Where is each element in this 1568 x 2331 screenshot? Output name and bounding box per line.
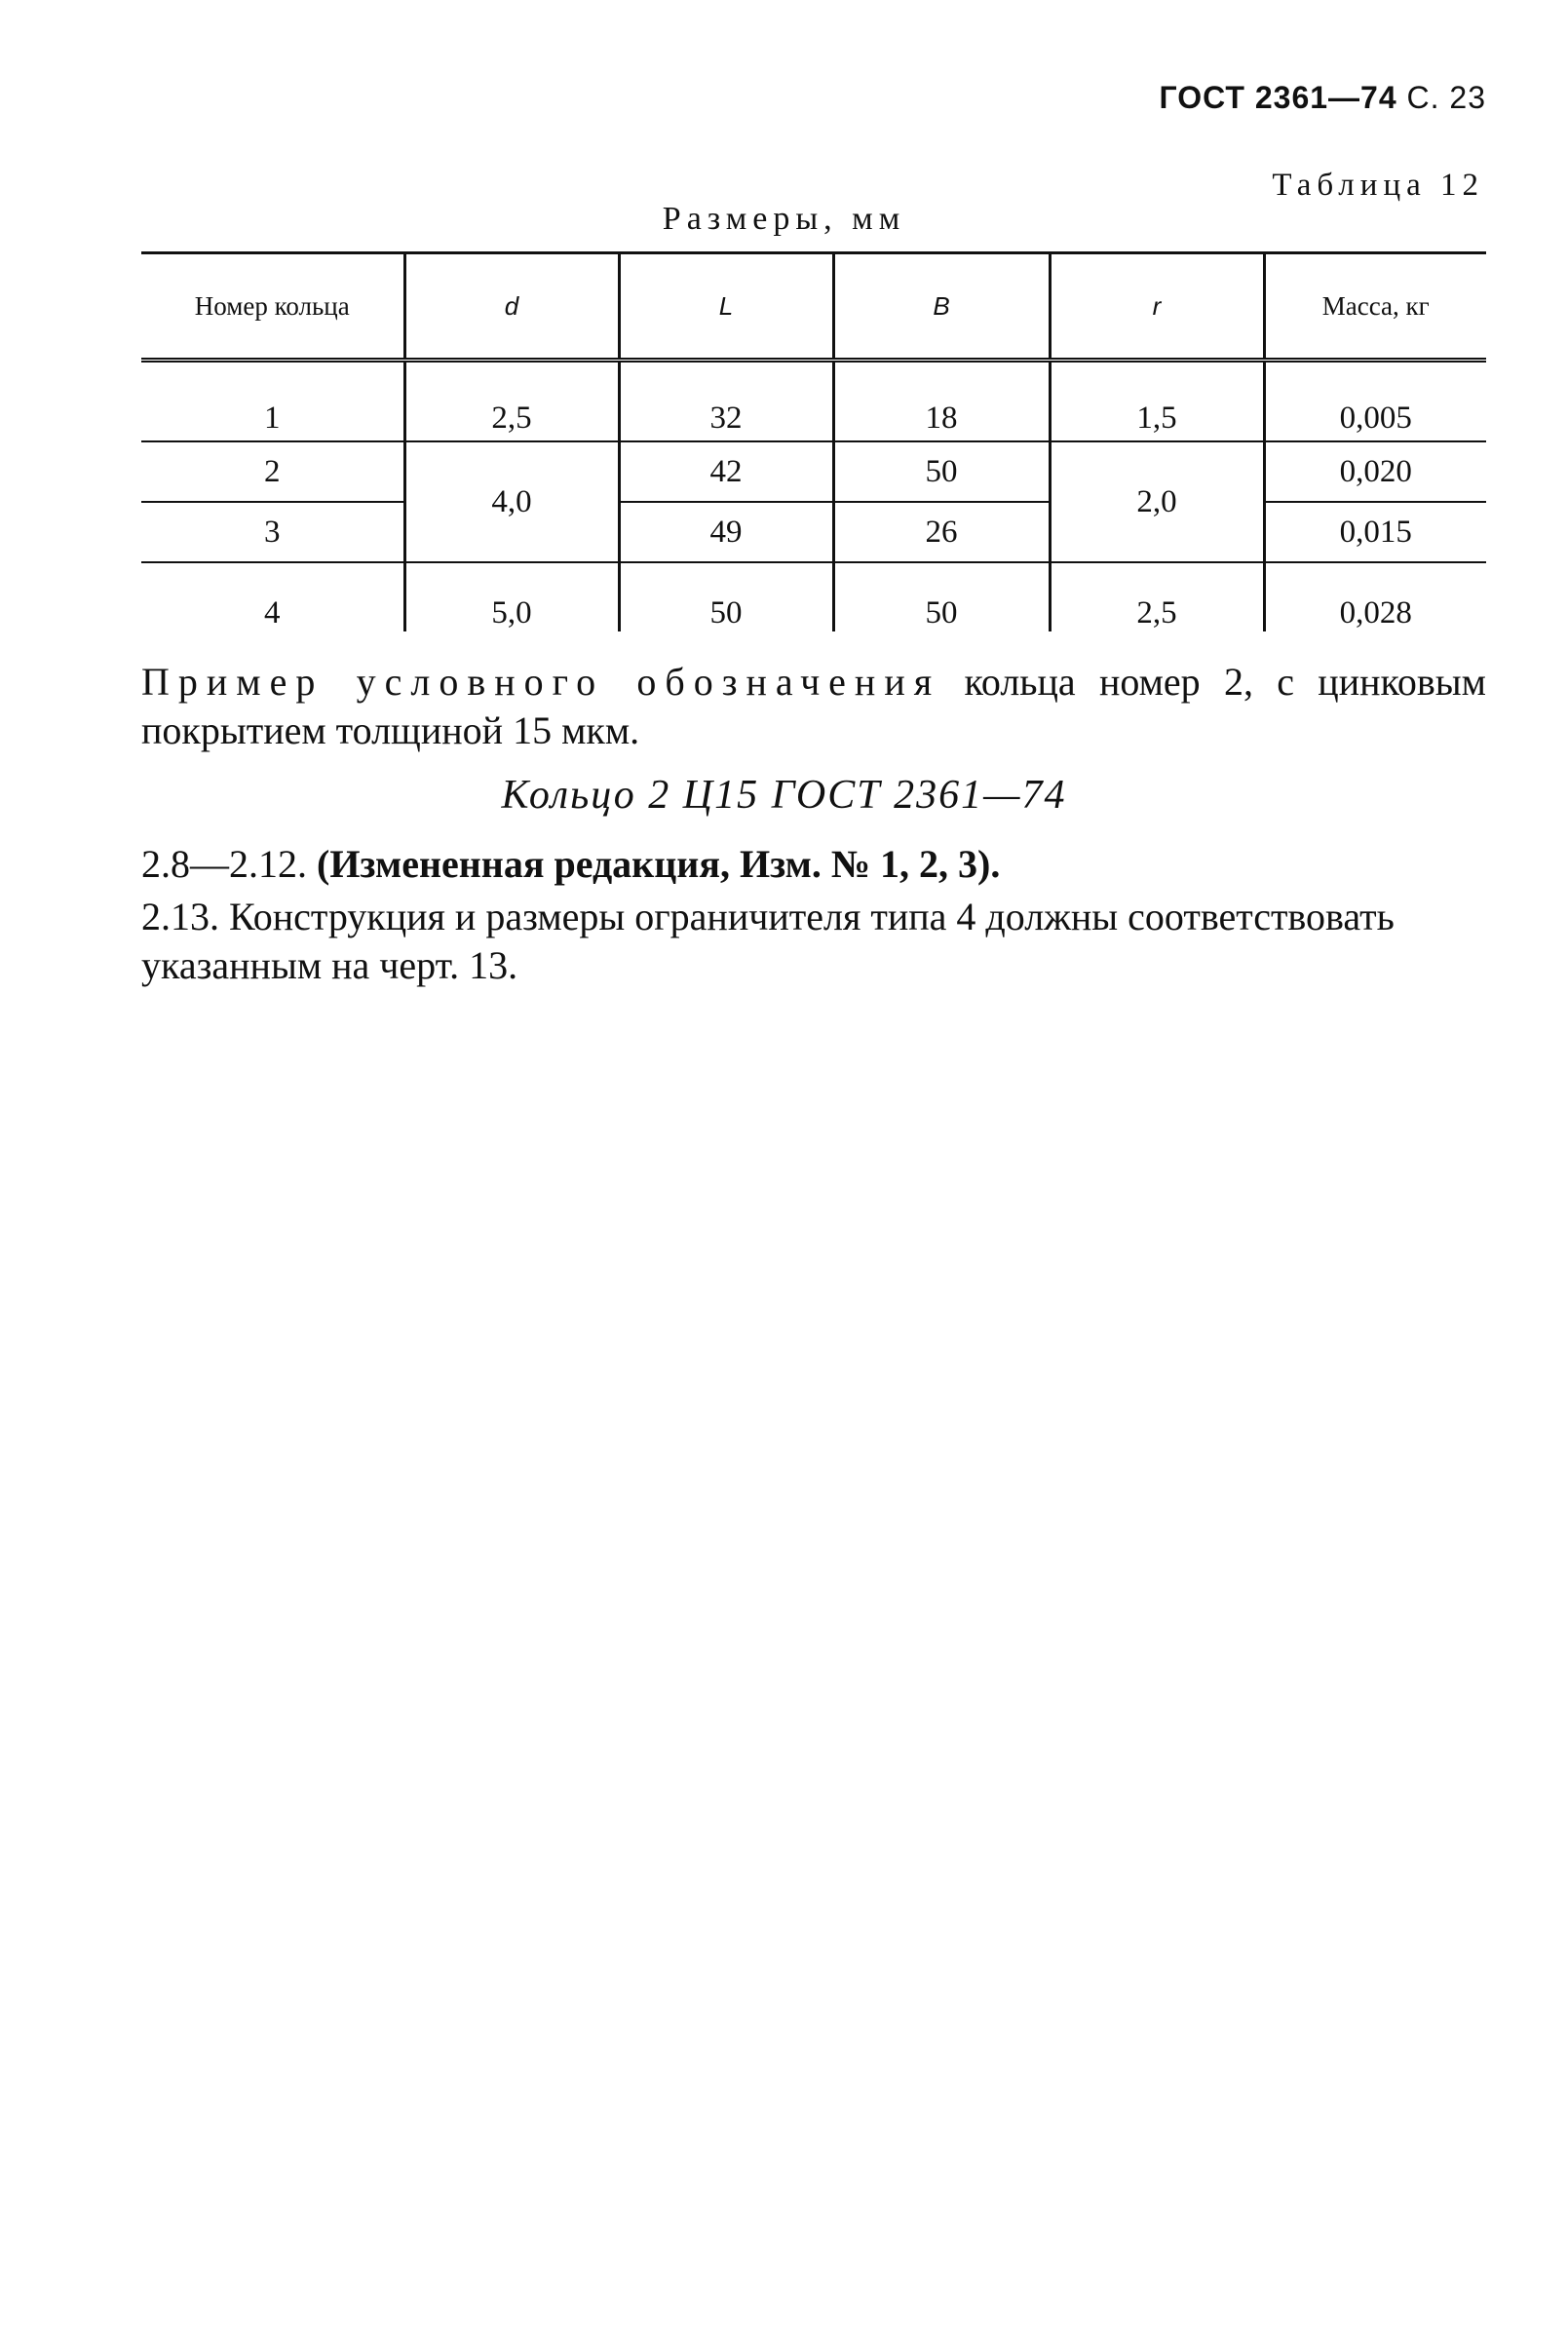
cell-mass: 0,005 bbox=[1264, 361, 1486, 442]
cell-num: 4 bbox=[264, 595, 281, 631]
cell-r: 2,5 bbox=[1050, 562, 1264, 631]
header-l: L bbox=[619, 253, 833, 361]
amendment-note: (Измененная редакция, Изм. № 1, 2, 3). bbox=[317, 842, 1001, 886]
cell-mass: 0,020 bbox=[1264, 441, 1486, 502]
cell-r: 2,0 bbox=[1050, 441, 1264, 562]
table-caption: Размеры, мм bbox=[662, 201, 906, 237]
table-label: Таблица 12 bbox=[1272, 168, 1484, 203]
cell-l: 32 bbox=[619, 361, 833, 442]
clause-amendment bbox=[141, 840, 1486, 889]
cell-b: 50 bbox=[833, 441, 1050, 502]
document-title: ГОСТ 2361—74 bbox=[1159, 80, 1397, 115]
table-row bbox=[141, 562, 1486, 631]
designation-example-paragraph bbox=[141, 658, 1486, 755]
example-lead: Пример условного обозначения bbox=[141, 660, 941, 704]
cell-b: 26 bbox=[833, 502, 1050, 562]
header-r: r bbox=[1050, 253, 1264, 361]
cell-d: 4,0 bbox=[404, 441, 619, 562]
cell-num: 2 bbox=[141, 441, 404, 502]
table-row bbox=[141, 502, 1486, 562]
cell-mass: 0,015 bbox=[1264, 502, 1486, 562]
cell-d: 5,0 bbox=[404, 562, 619, 631]
header-ring-number: Номер кольца bbox=[141, 253, 404, 361]
cell-l: 42 bbox=[619, 441, 833, 502]
designation-example: Кольцо 2 Ц15 ГОСТ 2361—74 bbox=[501, 773, 1067, 818]
cell-b: 18 bbox=[833, 361, 1050, 442]
cell-b: 50 bbox=[833, 562, 1050, 631]
table-row bbox=[141, 441, 1486, 502]
clause-2-13: 2.13. Конструкция и размеры ограничителя типа 4 должны соответствовать указанным на черт. 13. bbox=[141, 895, 1395, 987]
table-row bbox=[141, 361, 1486, 442]
clause-number: 2.8—2.12. bbox=[141, 842, 317, 886]
cell-l: 49 bbox=[619, 502, 833, 562]
example-text: кольца номер 2, с цинковым покрытием толщиной 15 мкм. bbox=[141, 660, 1486, 752]
dimensions-table bbox=[141, 251, 1486, 631]
cell-r: 1,5 bbox=[1050, 361, 1264, 442]
header-b: B bbox=[833, 253, 1050, 361]
page-header bbox=[1159, 80, 1486, 116]
table-header-row bbox=[141, 253, 1486, 361]
cell-num: 3 bbox=[141, 502, 404, 562]
header-d: d bbox=[404, 253, 619, 361]
page-number: С. 23 bbox=[1406, 80, 1486, 115]
cell-num: 1 bbox=[141, 361, 404, 442]
cell-l: 50 bbox=[619, 562, 833, 631]
cell-mass: 0,028 bbox=[1264, 562, 1486, 631]
header-mass: Масса, кг bbox=[1264, 253, 1486, 361]
cell-d: 2,5 bbox=[404, 361, 619, 442]
